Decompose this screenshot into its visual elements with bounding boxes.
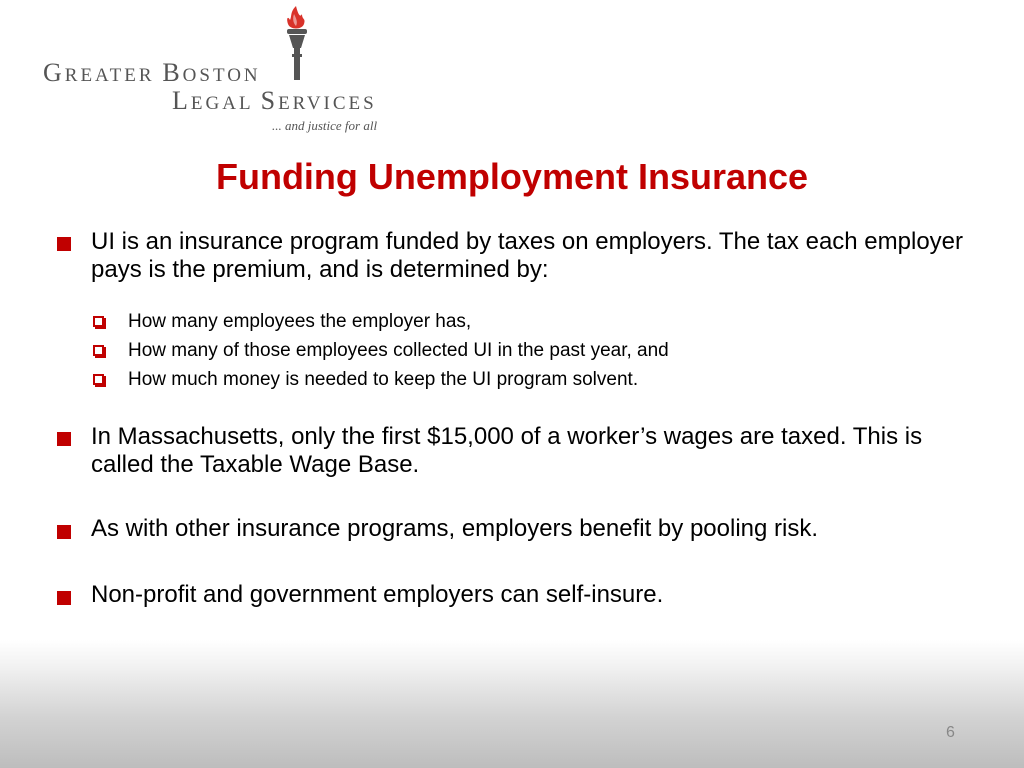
logo-line-greater-boston: GREATER BOSTON: [43, 58, 261, 87]
gbls-logo: [40, 4, 400, 134]
sub-bullet-box-icon: [93, 374, 104, 385]
bullet-square-icon: [57, 237, 71, 251]
sub-bullet-text: How many of those employees collected UI in the past year, and: [128, 340, 669, 361]
logo-tagline: ... and justice for all: [272, 118, 378, 133]
logo-line-legal-services: LEGAL SERVICES: [172, 86, 377, 115]
bullet-text: UI is an insurance program funded by taxes on employers. The tax each employer pays is the premium, and is determined by:: [91, 228, 964, 283]
torch-icon: [280, 4, 314, 82]
bullet-square-icon: [57, 591, 71, 605]
bullet-text: As with other insurance programs, employers benefit by pooling risk.: [91, 515, 819, 542]
bullet-square-icon: [57, 432, 71, 446]
sub-bullet-text: How much money is needed to keep the UI program solvent.: [128, 369, 639, 390]
sub-bullet-box-icon: [93, 345, 104, 356]
slide-title: Funding Unemployment Insurance: [215, 156, 809, 197]
sub-bullet-text: How many employees the employer has,: [128, 311, 472, 332]
bullet-text: In Massachusetts, only the first $15,000 of a worker’s wages are taxed. This is called the Taxable Wage Base.: [91, 423, 923, 478]
bullet-square-icon: [57, 525, 71, 539]
page-number: 6: [946, 724, 955, 741]
bullet-text: Non-profit and government employers can self-insure.: [91, 581, 664, 608]
sub-bullet-box-icon: [93, 316, 104, 327]
slide-background-gradient: [0, 640, 1024, 768]
